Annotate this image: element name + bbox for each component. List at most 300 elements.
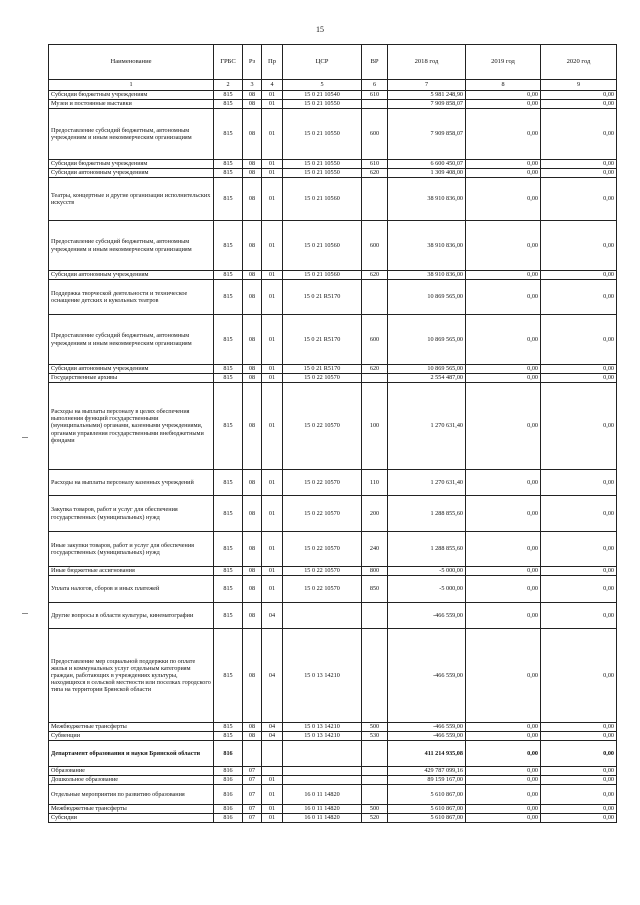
cell-2019: 0,00: [466, 91, 541, 100]
cell-vr: 600: [362, 315, 388, 365]
cell-pr: 01: [262, 496, 283, 532]
column-number: 1: [49, 80, 214, 91]
cell-name: Уплата налогов, сборов и иных платежей: [49, 576, 214, 603]
cell-2018: 1 288 855,60: [388, 532, 466, 567]
cell-2018: -466 559,00: [388, 603, 466, 629]
cell-2019: 0,00: [466, 603, 541, 629]
cell-grbs: 815: [214, 496, 243, 532]
cell-name: Поддержка творческой деятельности и техническое оснащение детских и кукольных театров: [49, 280, 214, 315]
cell-grbs: 815: [214, 315, 243, 365]
cell-2020: 0,00: [541, 732, 617, 741]
cell-2019: 0,00: [466, 109, 541, 160]
cell-name: Субсидии автономным учреждениям: [49, 271, 214, 280]
header-name: Наименование: [49, 45, 214, 80]
cell-grbs: 816: [214, 805, 243, 814]
cell-2020: 0,00: [541, 280, 617, 315]
cell-pr: 04: [262, 603, 283, 629]
cell-2019: 0,00: [466, 785, 541, 805]
cell-2019: 0,00: [466, 178, 541, 221]
cell-2019: 0,00: [466, 805, 541, 814]
cell-pr: 01: [262, 383, 283, 470]
table-row: [49, 629, 617, 723]
cell-name: Субвенции: [49, 732, 214, 741]
table-row: [49, 496, 617, 532]
cell-name: Государственные архивы: [49, 374, 214, 383]
cell-rz: 08: [243, 470, 262, 496]
header-2018: 2018 год: [388, 45, 466, 80]
cell-name: Иные бюджетные ассигнования: [49, 567, 214, 576]
cell-csr: 15 0 13 14210: [283, 723, 362, 732]
cell-2020: 0,00: [541, 365, 617, 374]
cell-name: Субсидии автономным учреждениям: [49, 169, 214, 178]
cell-vr: [362, 374, 388, 383]
column-number: 5: [283, 80, 362, 91]
cell-vr: [362, 776, 388, 785]
cell-grbs: 816: [214, 767, 243, 776]
cell-grbs: 815: [214, 576, 243, 603]
cell-2019: 0,00: [466, 221, 541, 271]
cell-rz: 08: [243, 732, 262, 741]
table-row: [49, 178, 617, 221]
page-number: 15: [316, 25, 324, 34]
cell-name: Образование: [49, 767, 214, 776]
table-row: [49, 767, 617, 776]
cell-csr: 15 0 13 14210: [283, 732, 362, 741]
cell-2019: 0,00: [466, 470, 541, 496]
table-row: [49, 723, 617, 732]
cell-2018: 5 610 867,00: [388, 805, 466, 814]
cell-rz: 08: [243, 271, 262, 280]
cell-2018: -5 000,00: [388, 567, 466, 576]
cell-pr: 01: [262, 315, 283, 365]
cell-csr: [283, 776, 362, 785]
table-row: [49, 805, 617, 814]
header-2019: 2019 год: [466, 45, 541, 80]
cell-csr: 15 0 21 10560: [283, 178, 362, 221]
cell-name: Дошкольное образование: [49, 776, 214, 785]
cell-2020: 0,00: [541, 603, 617, 629]
cell-rz: 08: [243, 496, 262, 532]
cell-rz: 08: [243, 374, 262, 383]
cell-vr: 850: [362, 576, 388, 603]
cell-vr: 240: [362, 532, 388, 567]
cell-2019: 0,00: [466, 567, 541, 576]
cell-csr: 15 0 21 10550: [283, 160, 362, 169]
cell-csr: 15 0 21 10560: [283, 271, 362, 280]
cell-vr: [362, 280, 388, 315]
cell-name: Предоставление субсидий бюджетным, автономным учреждениям и иным некоммерческим организациям: [49, 109, 214, 160]
cell-grbs: 815: [214, 109, 243, 160]
margin-mark: [22, 613, 28, 614]
cell-2020: 0,00: [541, 723, 617, 732]
cell-name: Музеи и постоянные выставки: [49, 100, 214, 109]
cell-vr: [362, 629, 388, 723]
column-number: 9: [541, 80, 617, 91]
cell-csr: 15 0 21 10550: [283, 100, 362, 109]
cell-2019: 0,00: [466, 280, 541, 315]
cell-csr: 16 0 11 14820: [283, 805, 362, 814]
cell-pr: [262, 741, 283, 767]
cell-pr: 04: [262, 723, 283, 732]
cell-name: Департамент образования и науки Брянской области: [49, 741, 214, 767]
cell-pr: 01: [262, 91, 283, 100]
cell-csr: 15 0 22 10570: [283, 374, 362, 383]
cell-2018: 1 270 631,40: [388, 470, 466, 496]
cell-grbs: 815: [214, 271, 243, 280]
cell-2018: 10 869 565,00: [388, 365, 466, 374]
cell-2020: 0,00: [541, 629, 617, 723]
cell-csr: 16 0 11 14820: [283, 814, 362, 823]
cell-2020: 0,00: [541, 767, 617, 776]
cell-rz: 07: [243, 814, 262, 823]
cell-rz: 07: [243, 776, 262, 785]
cell-csr: 15 0 21 10550: [283, 109, 362, 160]
cell-rz: 08: [243, 91, 262, 100]
cell-2019: 0,00: [466, 532, 541, 567]
column-number: 8: [466, 80, 541, 91]
cell-grbs: 815: [214, 100, 243, 109]
table-row: [49, 169, 617, 178]
cell-grbs: 815: [214, 280, 243, 315]
cell-name: Отдельные мероприятия по развитию образования: [49, 785, 214, 805]
cell-csr: 15 0 21 10550: [283, 169, 362, 178]
cell-2019: 0,00: [466, 374, 541, 383]
cell-2019: 0,00: [466, 160, 541, 169]
cell-csr: 15 0 22 10570: [283, 496, 362, 532]
cell-2020: 0,00: [541, 160, 617, 169]
cell-2020: 0,00: [541, 532, 617, 567]
cell-csr: [283, 741, 362, 767]
cell-2020: 0,00: [541, 741, 617, 767]
cell-csr: 15 0 22 10570: [283, 383, 362, 470]
column-number: 4: [262, 80, 283, 91]
cell-csr: 15 0 22 10570: [283, 576, 362, 603]
table-row: [49, 732, 617, 741]
cell-grbs: 816: [214, 814, 243, 823]
cell-rz: 08: [243, 532, 262, 567]
cell-2018: 5 981 248,90: [388, 91, 466, 100]
cell-pr: 01: [262, 109, 283, 160]
table-row: [49, 567, 617, 576]
cell-pr: 01: [262, 280, 283, 315]
table-row: [49, 221, 617, 271]
cell-2018: 1 288 855,60: [388, 496, 466, 532]
cell-2020: 0,00: [541, 169, 617, 178]
cell-2018: -466 559,00: [388, 629, 466, 723]
cell-rz: 08: [243, 160, 262, 169]
cell-2018: 411 214 935,08: [388, 741, 466, 767]
cell-2019: 0,00: [466, 767, 541, 776]
cell-2020: 0,00: [541, 315, 617, 365]
table-row: [49, 532, 617, 567]
cell-vr: [362, 100, 388, 109]
cell-pr: 01: [262, 814, 283, 823]
cell-csr: [283, 603, 362, 629]
cell-pr: 01: [262, 805, 283, 814]
header-grbs: ГРБС: [214, 45, 243, 80]
cell-grbs: 815: [214, 532, 243, 567]
cell-csr: 15 0 13 14210: [283, 629, 362, 723]
cell-grbs: 816: [214, 741, 243, 767]
cell-vr: 600: [362, 109, 388, 160]
cell-name: Субсидии бюджетным учреждениям: [49, 160, 214, 169]
table-row: [49, 91, 617, 100]
cell-2020: 0,00: [541, 91, 617, 100]
cell-vr: 600: [362, 221, 388, 271]
cell-pr: 01: [262, 567, 283, 576]
cell-2018: 5 610 867,00: [388, 785, 466, 805]
cell-vr: [362, 741, 388, 767]
cell-2020: 0,00: [541, 271, 617, 280]
table-row: [49, 576, 617, 603]
cell-2019: 0,00: [466, 732, 541, 741]
cell-2018: 10 869 565,00: [388, 280, 466, 315]
header-rz: Рз: [243, 45, 262, 80]
table-body: [49, 91, 617, 823]
cell-2018: 89 159 167,00: [388, 776, 466, 785]
cell-name: Межбюджетные трансферты: [49, 805, 214, 814]
cell-rz: 08: [243, 567, 262, 576]
cell-grbs: 815: [214, 732, 243, 741]
cell-2018: -5 000,00: [388, 576, 466, 603]
cell-2020: 0,00: [541, 496, 617, 532]
cell-vr: 530: [362, 732, 388, 741]
column-number: 2: [214, 80, 243, 91]
cell-grbs: 815: [214, 160, 243, 169]
cell-2020: 0,00: [541, 776, 617, 785]
cell-name: Театры, концертные и другие организации исполнительских искусств: [49, 178, 214, 221]
cell-name: Предоставление мер социальной поддержки по оплате жилья и коммунальных услуг отдельным категориям граждан, работающих в учреждениях культуры, находящихся в сельской местности или поселках городского типа на территории Брянской области: [49, 629, 214, 723]
table-row: [49, 785, 617, 805]
cell-2018: 6 600 450,07: [388, 160, 466, 169]
cell-2019: 0,00: [466, 576, 541, 603]
cell-csr: 15 0 22 10570: [283, 470, 362, 496]
cell-grbs: 815: [214, 178, 243, 221]
cell-pr: 01: [262, 221, 283, 271]
cell-name: Иные закупки товаров, работ и услуг для обеспечения государственных (муниципальных) нужд: [49, 532, 214, 567]
cell-rz: 08: [243, 383, 262, 470]
cell-2020: 0,00: [541, 567, 617, 576]
cell-name: Субсидии бюджетным учреждениям: [49, 91, 214, 100]
cell-pr: 01: [262, 374, 283, 383]
cell-rz: 08: [243, 178, 262, 221]
cell-vr: [362, 785, 388, 805]
cell-grbs: 815: [214, 221, 243, 271]
cell-2020: 0,00: [541, 221, 617, 271]
cell-2018: 10 869 565,00: [388, 315, 466, 365]
cell-2019: 0,00: [466, 383, 541, 470]
cell-name: Предоставление субсидий бюджетным, автономным учреждениям и иным некоммерческим организациям: [49, 221, 214, 271]
table-row: [49, 603, 617, 629]
cell-csr: 15 0 21 R5170: [283, 280, 362, 315]
cell-grbs: 815: [214, 567, 243, 576]
table-row: [49, 365, 617, 374]
cell-vr: 800: [362, 567, 388, 576]
cell-2019: 0,00: [466, 496, 541, 532]
cell-name: Субсидии: [49, 814, 214, 823]
cell-2018: 7 909 858,07: [388, 100, 466, 109]
cell-pr: 01: [262, 100, 283, 109]
cell-pr: 01: [262, 169, 283, 178]
cell-2019: 0,00: [466, 169, 541, 178]
cell-grbs: 815: [214, 470, 243, 496]
margin-mark: [22, 437, 28, 438]
cell-pr: 01: [262, 160, 283, 169]
table-row: [49, 271, 617, 280]
column-number: 7: [388, 80, 466, 91]
table-row: [49, 814, 617, 823]
cell-vr: 110: [362, 470, 388, 496]
cell-pr: 04: [262, 732, 283, 741]
cell-grbs: 815: [214, 723, 243, 732]
cell-grbs: 815: [214, 629, 243, 723]
cell-vr: 520: [362, 814, 388, 823]
cell-vr: [362, 767, 388, 776]
cell-pr: 01: [262, 178, 283, 221]
cell-2020: 0,00: [541, 178, 617, 221]
cell-vr: 500: [362, 805, 388, 814]
cell-vr: 620: [362, 365, 388, 374]
table-row: [49, 470, 617, 496]
cell-csr: 16 0 11 14820: [283, 785, 362, 805]
cell-name: Межбюджетные трансферты: [49, 723, 214, 732]
cell-pr: 04: [262, 629, 283, 723]
cell-2019: 0,00: [466, 741, 541, 767]
table-row: [49, 776, 617, 785]
cell-2018: 1 270 631,40: [388, 383, 466, 470]
cell-rz: 08: [243, 221, 262, 271]
cell-2018: 429 787 099,16: [388, 767, 466, 776]
cell-vr: 100: [362, 383, 388, 470]
cell-pr: 01: [262, 576, 283, 603]
column-number: 3: [243, 80, 262, 91]
cell-pr: 01: [262, 271, 283, 280]
cell-2019: 0,00: [466, 100, 541, 109]
cell-rz: 08: [243, 280, 262, 315]
cell-csr: 15 0 21 10560: [283, 221, 362, 271]
budget-table: [48, 44, 617, 823]
header-csr: ЦСР: [283, 45, 362, 80]
cell-vr: [362, 603, 388, 629]
cell-rz: 07: [243, 805, 262, 814]
cell-rz: 08: [243, 315, 262, 365]
cell-2019: 0,00: [466, 271, 541, 280]
cell-2018: 5 610 867,00: [388, 814, 466, 823]
cell-2020: 0,00: [541, 374, 617, 383]
table-row: [49, 280, 617, 315]
cell-2019: 0,00: [466, 315, 541, 365]
header-2020: 2020 год: [541, 45, 617, 80]
cell-2018: 38 910 836,00: [388, 271, 466, 280]
cell-name: Другие вопросы в области культуры, кинематографии: [49, 603, 214, 629]
cell-2018: 7 909 858,07: [388, 109, 466, 160]
cell-rz: 08: [243, 169, 262, 178]
cell-name: Расходы на выплаты персоналу казенных учреждений: [49, 470, 214, 496]
table-row: [49, 109, 617, 160]
cell-grbs: 815: [214, 603, 243, 629]
cell-2019: 0,00: [466, 629, 541, 723]
header-vr: ВР: [362, 45, 388, 80]
cell-vr: 610: [362, 160, 388, 169]
cell-name: Предоставление субсидий бюджетным, автономным учреждениям и иным некоммерческим организациям: [49, 315, 214, 365]
cell-2018: 1 309 408,00: [388, 169, 466, 178]
header-row: [49, 45, 617, 80]
cell-2018: -466 559,00: [388, 723, 466, 732]
cell-vr: 620: [362, 271, 388, 280]
cell-pr: 01: [262, 532, 283, 567]
cell-rz: 07: [243, 785, 262, 805]
cell-grbs: 815: [214, 169, 243, 178]
cell-rz: 08: [243, 629, 262, 723]
cell-rz: 08: [243, 723, 262, 732]
cell-2018: 2 554 487,00: [388, 374, 466, 383]
cell-vr: 620: [362, 169, 388, 178]
table-row: [49, 374, 617, 383]
column-number: 6: [362, 80, 388, 91]
cell-vr: 200: [362, 496, 388, 532]
cell-grbs: 816: [214, 785, 243, 805]
table-row: [49, 160, 617, 169]
cell-2018: 38 910 836,00: [388, 221, 466, 271]
cell-2019: 0,00: [466, 365, 541, 374]
cell-pr: 01: [262, 470, 283, 496]
cell-vr: 610: [362, 91, 388, 100]
cell-pr: [262, 767, 283, 776]
cell-name: Расходы на выплаты персоналу в целях обеспечения выполнения функций государственными (муниципальными) органами, казенными учреждениями, органами управления государственными внебюджетными фондами: [49, 383, 214, 470]
cell-rz: 08: [243, 100, 262, 109]
cell-2018: 38 910 836,00: [388, 178, 466, 221]
cell-vr: 500: [362, 723, 388, 732]
cell-csr: 15 0 21 R5170: [283, 365, 362, 374]
column-number-row: [49, 80, 617, 91]
cell-grbs: 815: [214, 365, 243, 374]
cell-2019: 0,00: [466, 776, 541, 785]
cell-2020: 0,00: [541, 109, 617, 160]
cell-vr: [362, 178, 388, 221]
cell-csr: [283, 767, 362, 776]
cell-grbs: 815: [214, 383, 243, 470]
cell-name: Закупка товаров, работ и услуг для обеспечения государственных (муниципальных) нужд: [49, 496, 214, 532]
cell-grbs: 815: [214, 374, 243, 383]
table-row: [49, 100, 617, 109]
table-row: [49, 315, 617, 365]
cell-2020: 0,00: [541, 785, 617, 805]
cell-rz: 08: [243, 365, 262, 374]
cell-pr: 01: [262, 776, 283, 785]
cell-2020: 0,00: [541, 383, 617, 470]
cell-csr: 15 0 22 10570: [283, 567, 362, 576]
cell-2018: -466 559,00: [388, 732, 466, 741]
cell-name: Субсидии автономным учреждениям: [49, 365, 214, 374]
cell-rz: 08: [243, 576, 262, 603]
cell-rz: 07: [243, 767, 262, 776]
cell-2020: 0,00: [541, 576, 617, 603]
cell-2020: 0,00: [541, 100, 617, 109]
cell-csr: 15 0 22 10570: [283, 532, 362, 567]
cell-rz: [243, 741, 262, 767]
cell-rz: 08: [243, 603, 262, 629]
cell-2019: 0,00: [466, 723, 541, 732]
cell-2019: 0,00: [466, 814, 541, 823]
cell-2020: 0,00: [541, 814, 617, 823]
cell-grbs: 816: [214, 776, 243, 785]
cell-pr: 01: [262, 365, 283, 374]
cell-rz: 08: [243, 109, 262, 160]
cell-csr: 15 0 21 10540: [283, 91, 362, 100]
table-row: [49, 741, 617, 767]
cell-csr: 15 0 21 R5170: [283, 315, 362, 365]
header-pr: Пр: [262, 45, 283, 80]
